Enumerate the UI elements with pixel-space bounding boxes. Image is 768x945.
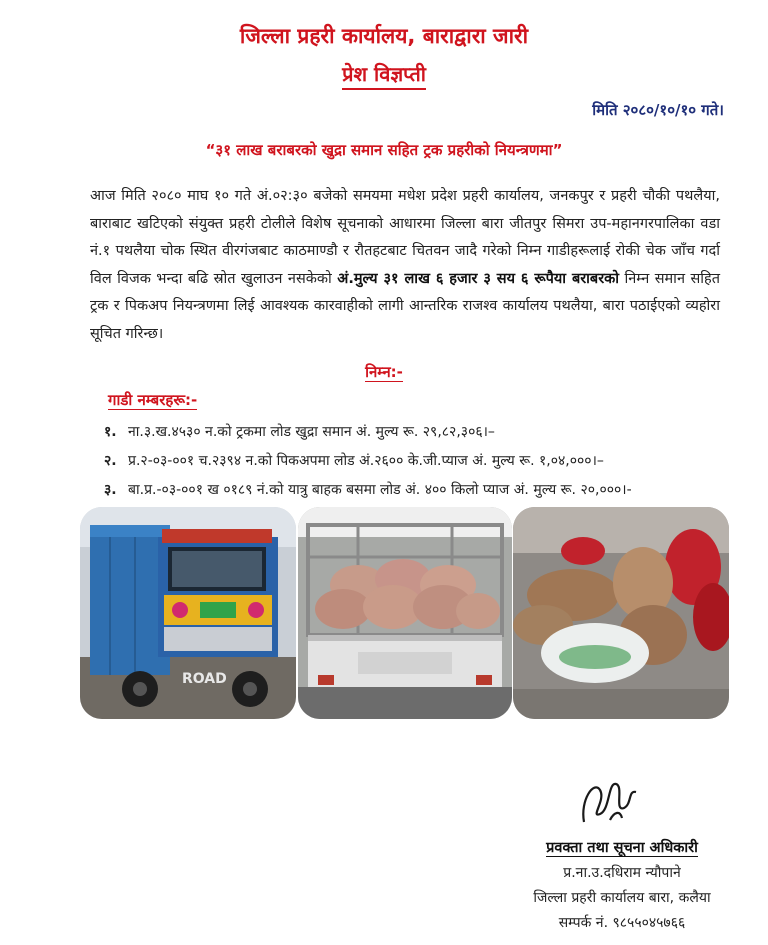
vehicle-number-3: ३. xyxy=(104,482,117,498)
body-text-part1: आज मिति २०८० माघ १० गते अं.०२:३० बजेको समयमा मधेश प्रदेश प्रहरी कार्यालय, जनकपुर र प्रहरी चौकी पथलैया, बाराबाट खटिएको संयुक्त प्रहरी टोलीले विशेष सूचनाको आधारमा जिल्ला बारा जीतपुर सिमरा उप-महानगरपालिका वडा नं.१ पथलैया चोक स्थित वीरगंजबाट काठमाण्डौ र रौतहटबाट चितवन जादै गरेको निम्न गाडीहरूलाई रोकी चेक जाँच गर्दा विल विजक भन्दा बढि स्रोत खुलाउन नसकेको xyxy=(90,188,720,287)
signer-contact: सम्पर्क नं. ९८५५०४५७६६ xyxy=(558,915,686,931)
headline: “३१ लाख बराबरको खुद्रा समान सहित ट्रक प्रहरीको नियन्त्रणमा” xyxy=(205,141,563,159)
signer-office: जिल्ला प्रहरी कार्यालय बारा, कलैया xyxy=(533,890,711,906)
signer-role xyxy=(502,836,742,861)
sacks-photo xyxy=(513,507,729,719)
below-label xyxy=(0,362,768,382)
truck-text: ROAD xyxy=(182,671,227,687)
issue-date: मिति २०८०/१०/१० गते। xyxy=(592,101,724,119)
pickup-photo xyxy=(298,507,512,719)
vehicle-item-1 xyxy=(104,418,744,447)
subtitle-text: प्रेश विज्ञप्ती xyxy=(342,62,426,90)
below-label-text: निम्न:- xyxy=(365,363,403,381)
document-subtitle xyxy=(0,60,768,87)
body-paragraph xyxy=(90,183,720,348)
page-title: जिल्ला प्रहरी कार्यालय, बाराद्वारा जारी xyxy=(239,24,529,48)
vehicle-number-1: १. xyxy=(104,424,117,440)
signature-icon xyxy=(570,760,650,840)
vehicle-number-2: २. xyxy=(104,453,117,469)
vehicle-text-3: बा.प्र.-०३-००१ ख ०१८९ नं.को यात्रु बाहक बसमा लोड अं. ४०० किलो प्याज अं. मुल्य रू. २०,०००।- xyxy=(128,482,632,498)
signature-block xyxy=(502,836,742,936)
vehicle-item-2 xyxy=(104,447,744,476)
vehicles-heading xyxy=(108,390,197,410)
body-text-part2: निम्न समान सहित ट्रक र पिकअप नियन्त्रणमा लिई आवश्यक कारवाहीको लागी आन्तरिक राजश्व कार्यालय पथलैया, बारा पठाईएको व्यहोरा सूचित गरिन्छ। xyxy=(90,270,720,342)
vehicles-heading-text: गाडी नम्बरहरू:- xyxy=(108,391,198,409)
signer-name: प्र.ना.उ.दधिराम न्यौपाने xyxy=(563,865,681,881)
signer-role-text: प्रवक्ता तथा सूचना अधिकारी xyxy=(546,840,698,856)
vehicle-text-1: ना.३.ख.४५३० न.को ट्रकमा लोड खुद्रा समान अं. मुल्य रू. २९,८२,३०६।– xyxy=(128,424,495,440)
vehicle-text-2: प्र.२-०३-००१ च.२३९४ न.को पिकअपमा लोड अं.२६०० के.जी.प्याज अं. मुल्य रू. १,०४,०००।– xyxy=(128,453,604,469)
truck-photo xyxy=(80,507,296,719)
vehicle-item-3 xyxy=(104,476,744,505)
vehicle-list xyxy=(104,418,744,505)
body-value-bold: अं.मुल्य ३१ लाख ६ हजार ३ सय ६ रूपैया बराबरको xyxy=(337,270,620,287)
